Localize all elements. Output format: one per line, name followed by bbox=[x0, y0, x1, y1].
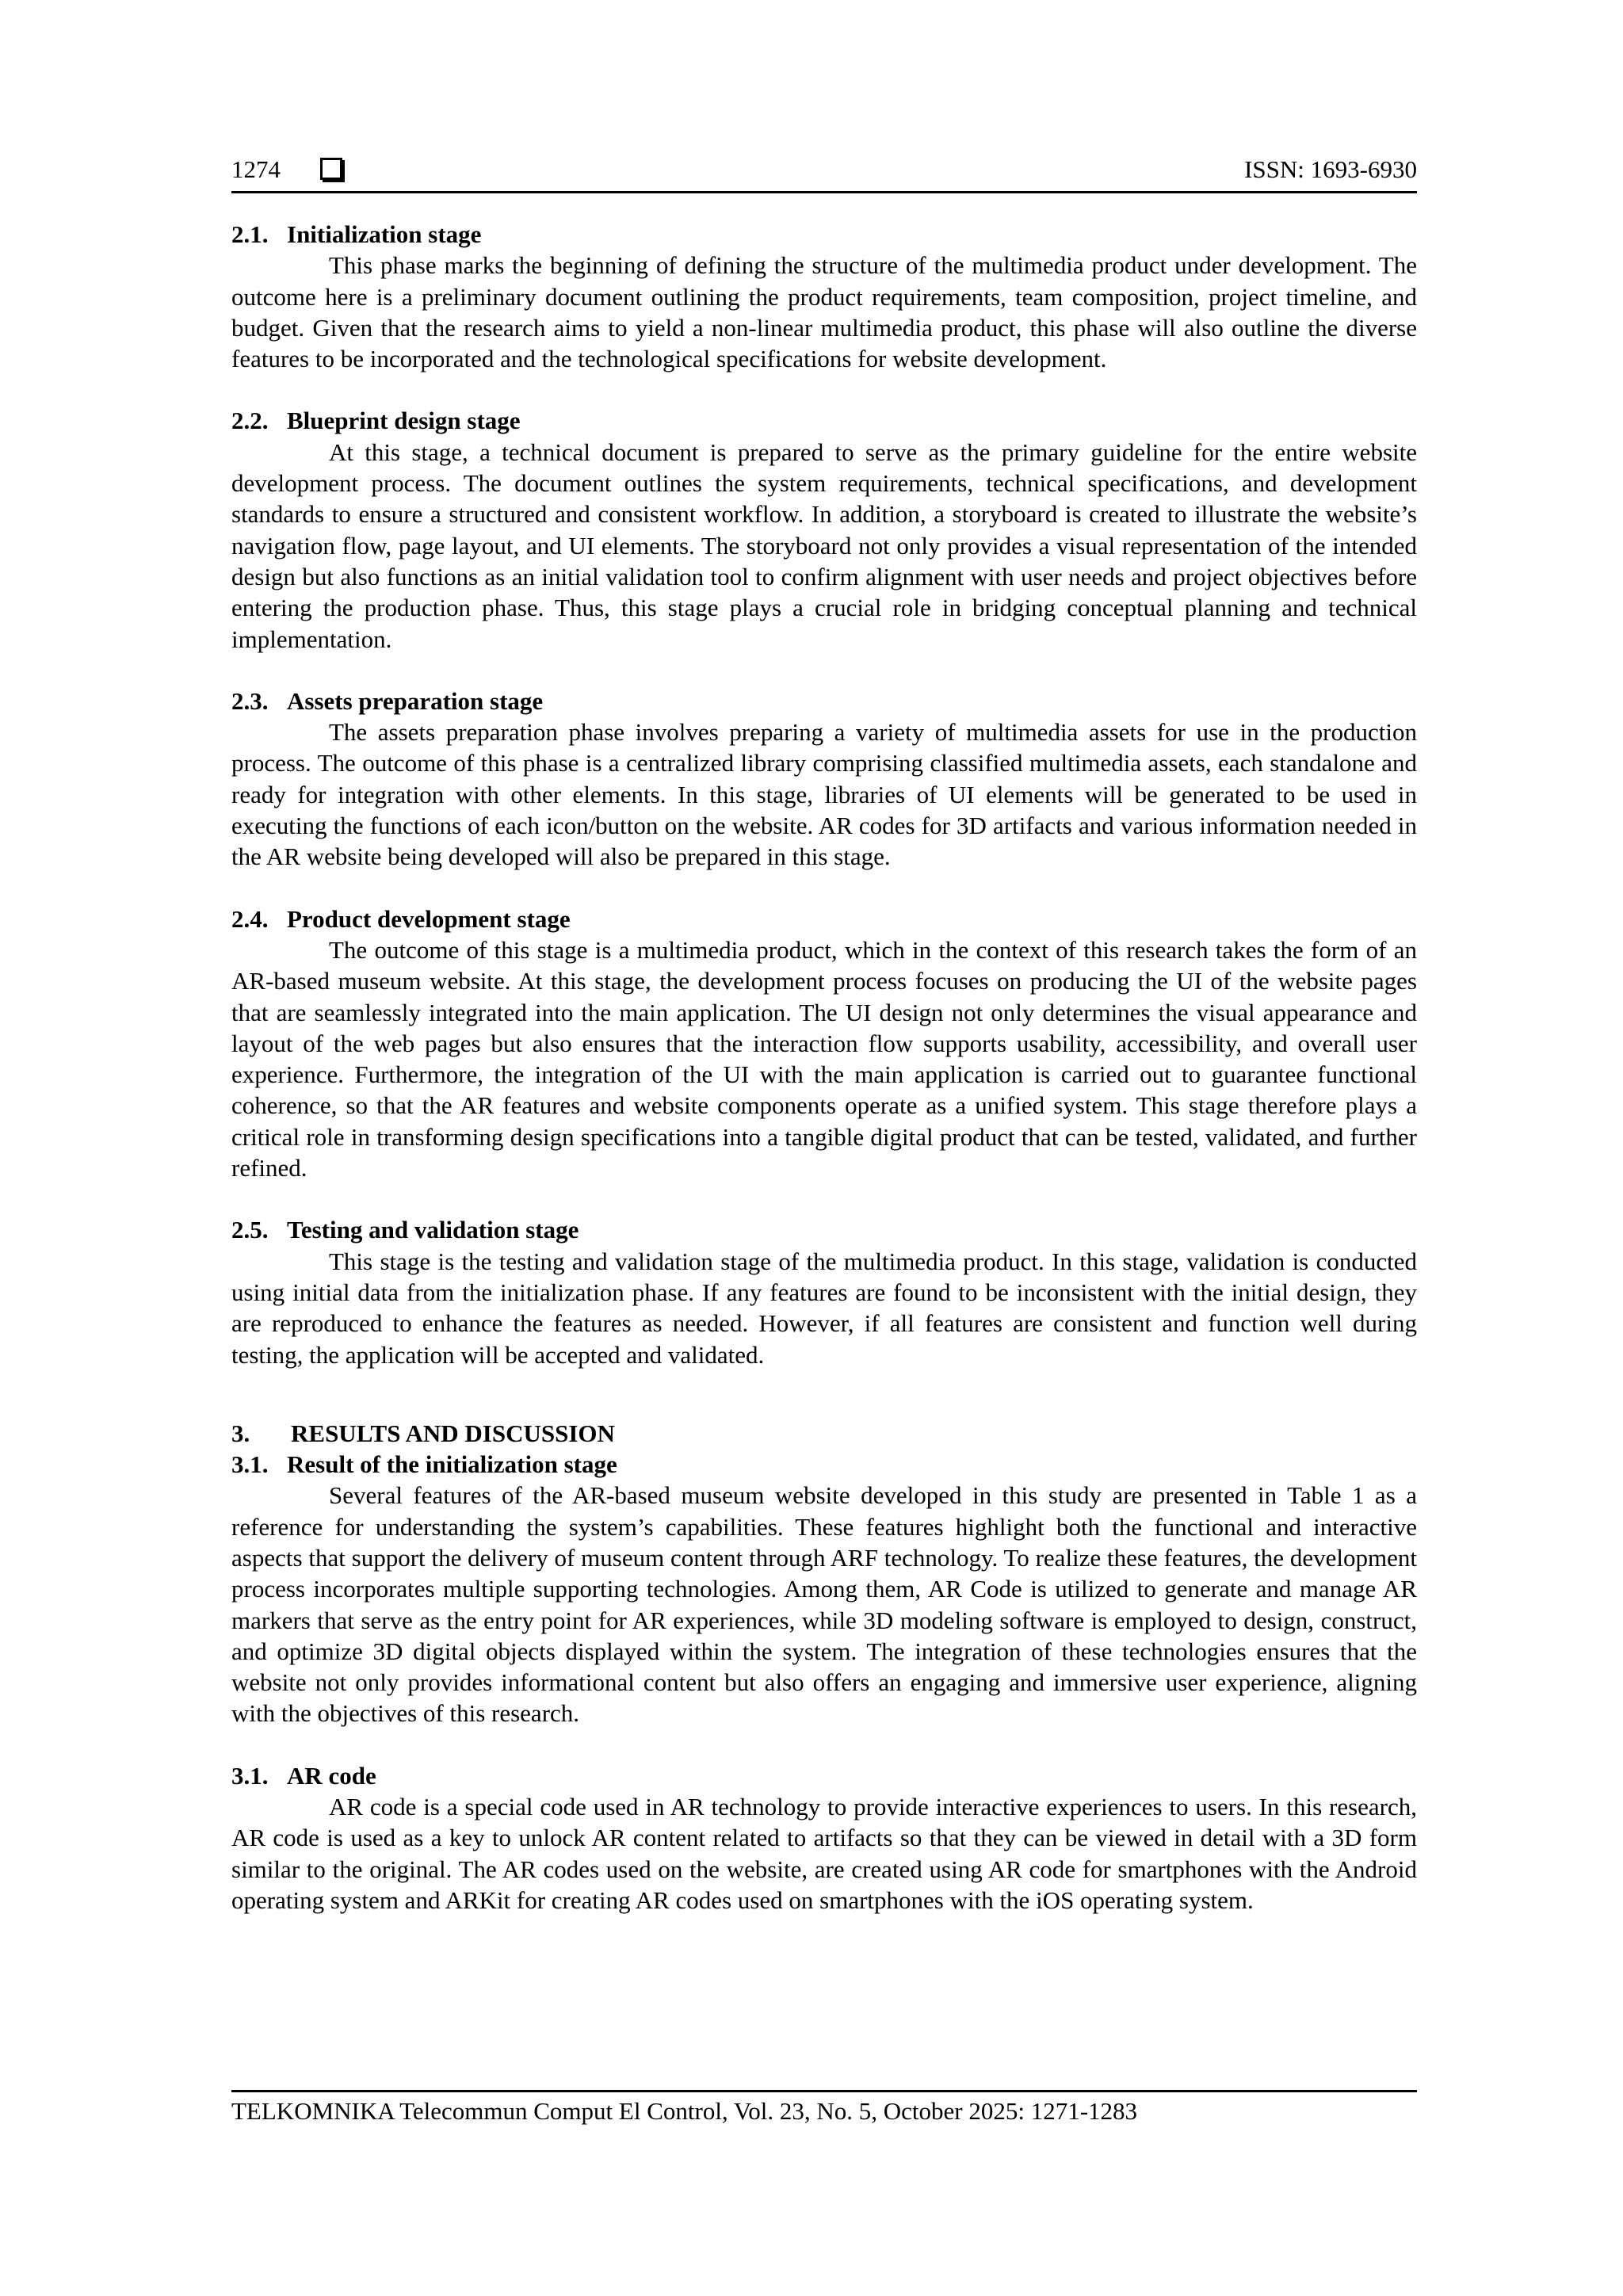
section-heading: 2.4. Product development stage bbox=[231, 904, 571, 933]
paper-page bbox=[231, 0, 1417, 2296]
section-paragraph: This phase marks the beginning of defining the structure of the multimedia product under development. The outcome here is a preliminary document outlining the product requirements, team composition, project timeline, and budget. Given that the research aims to yield a non-linear multimedia product, this phase will also outline the diverse features to be incorporated and the technological specifications for website development. bbox=[231, 251, 1417, 373]
section-3-1 bbox=[231, 1449, 1417, 1729]
section-paragraph: The outcome of this stage is a multimedia product, which in the context of this research takes the form of an AR-based museum website. At this stage, the development process focuses on producing the UI of the website pages that are seamlessly integrated into the main application. The UI design not only determines the visual appearance and layout of the web pages but also ensures that the interaction flow supports usability, accessibility, and overall user experience. Furthermore, the integration of the UI with the main application is carried out to guarantee functional coherence, so that the AR features and website components operate as a unified system. This stage therefore plays a critical role in transforming design specifications into a tangible digital product that can be tested, validated, and further refined. bbox=[231, 935, 1417, 1182]
section-paragraph: At this stage, a technical document is prepared to serve as the primary guideline for the entire website development process. The document outlines the system requirements, technical specifications, and development standards to ensure a structured and consistent workflow. In addition, a storyboard is created to illustrate the website’s navigation flow, page layout, and UI elements. The storyboard not only provides a visual representation of the intended design but also functions as an initial validation tool to confirm alignment with user needs and project objectives before entering the production phase. Thus, this stage plays a crucial role in bridging conceptual planning and technical implementation. bbox=[231, 437, 1417, 653]
section-paragraph: AR code is a special code used in AR technology to provide interactive experiences to users. In this research, AR code is used as a key to unlock AR content related to artifacts so that they can be viewed in detail with a 3D form similar to the original. The AR codes used on the website, are created using AR code for smartphones with the Android operating system and ARKit for creating AR codes used on smartphones with the iOS operating system. bbox=[231, 1793, 1417, 1914]
section-2-5 bbox=[231, 1214, 1417, 1370]
footer-rule bbox=[231, 2090, 1417, 2092]
section-heading: 3.1. AR code bbox=[231, 1761, 376, 1790]
issn-label: ISSN: 1693-6930 bbox=[1244, 155, 1417, 183]
box-icon bbox=[320, 158, 342, 180]
results-heading: 3. RESULTS AND DISCUSSION bbox=[231, 1419, 615, 1447]
section-2-1 bbox=[231, 219, 1417, 374]
body-content bbox=[231, 219, 1417, 1946]
header-rule bbox=[231, 191, 1417, 193]
section-3-1-ar-code bbox=[231, 1760, 1417, 1916]
page-header bbox=[231, 155, 1417, 190]
section-heading: 2.5. Testing and validation stage bbox=[231, 1216, 579, 1244]
page-footer: TELKOMNIKA Telecommun Comput El Control, Vol. 23, No. 5, October 2025: 1271-1283 bbox=[231, 2097, 1138, 2125]
section-paragraph: This stage is the testing and validation stage of the multimedia product. In this stage, validation is conducted using initial data from the initialization phase. If any features are found to be inconsistent with the initial design, they are reproduced to enhance the features as needed. However, if all features are consistent and function well during testing, the application will be accepted and validated. bbox=[231, 1247, 1417, 1369]
section-2-2 bbox=[231, 405, 1417, 654]
section-paragraph: The assets preparation phase involves preparing a variety of multimedia assets for use in the production process. The outcome of this phase is a centralized library comprising classified multimedia assets, each standalone and ready for integration with other elements. In this stage, libraries of UI elements will be generated to be used in executing the functions of each icon/button on the website. AR codes for 3D artifacts and various information needed in the AR website being developed will also be prepared in this stage. bbox=[231, 718, 1417, 871]
section-heading: 2.2. Blueprint design stage bbox=[231, 407, 521, 435]
section-2-4 bbox=[231, 904, 1417, 1184]
section-heading: 2.1. Initialization stage bbox=[231, 220, 482, 248]
section-heading: 3.1. Result of the initialization stage bbox=[231, 1450, 617, 1479]
section-heading: 2.3. Assets preparation stage bbox=[231, 686, 544, 715]
section-2-3 bbox=[231, 686, 1417, 873]
page-number: 1274 bbox=[231, 155, 281, 183]
section-paragraph: Several features of the AR-based museum website developed in this study are presented in Table 1 as a reference for understanding the system’s capabilities. These features highlight both the functional and interactive aspects that support the delivery of museum content through ARF technology. To realize these features, the development process incorporates multiple supporting technologies. Among them, AR Code is utilized to generate and manage AR markers that serve as the entry point for AR experiences, while 3D modeling software is employed to design, construct, and optimize 3D digital objects displayed within the system. The integration of these technologies ensures that the website not only provides informational content but also offers an engaging and immersive user experience, aligning with the objectives of this research. bbox=[231, 1481, 1417, 1728]
